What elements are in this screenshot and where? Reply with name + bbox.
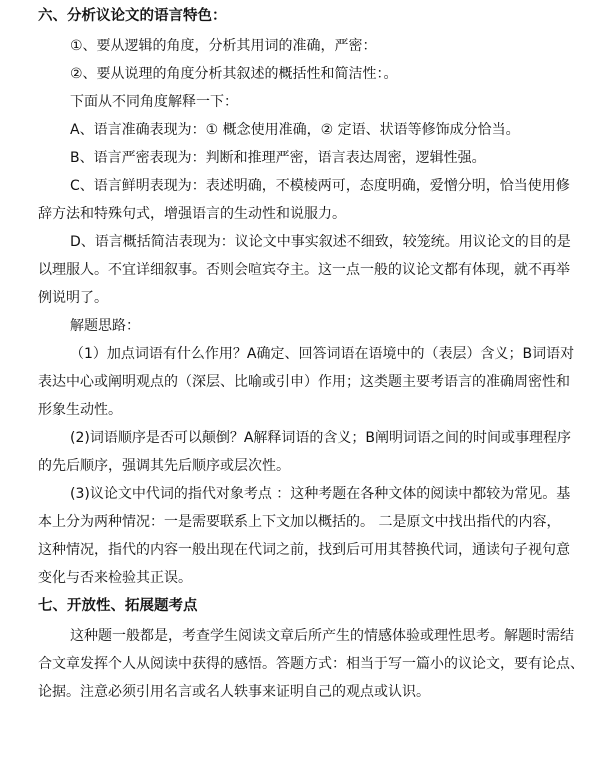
paragraph: C、语言鲜明表现为：表述明确，不模棱两可，态度明确，爱憎分明，恰当使用修 [70,178,570,194]
paragraph: A、语言准确表现为：① 概念使用准确，② 定语、状语等修饰成分恰当。 [70,122,520,138]
section-7-heading: 七、开放性、拓展题考点 [38,598,198,614]
paragraph: 以理服人。不宜详细叙事。否则会喧宾夺主。这一点一般的议论文都有体现，就不再举 [38,262,570,278]
paragraph: 合文章发挥个人从阅读中获得的感悟。答题方式：相当于写一篇小的议论文，要有论点、 [38,656,584,672]
paragraph: 辞方法和特殊句式，增强语言的生动性和说服力。 [38,206,346,222]
paragraph: D、语言概括简洁表现为：议论文中事实叙述不细致，较笼统。用议论文的目的是 [70,234,571,250]
paragraph: 论据。注意必须引用名言或名人轶事来证明自己的观点或认识。 [38,684,430,700]
paragraph: 的先后顺序，强调其先后顺序或层次性。 [38,458,290,474]
paragraph: 形象生动性。 [38,402,122,418]
paragraph: （1）加点词语有什么作用？A确定、回答词语在语境中的（表层）含义；B词语对 [70,346,575,362]
paragraph: 下面从不同角度解释一下： [70,94,238,110]
paragraph: B、语言严密表现为：判断和推理严密，语言表达周密，逻辑性强。 [70,150,486,166]
paragraph: 表达中心或阐明观点的（深层、比喻或引申）作用；这类题主要考语言的准确周密性和 [38,374,570,390]
paragraph: 这种情况，指代的内容一般出现在代词之前，找到后可用其替换代词，通读句子视句意 [38,542,570,558]
section-6-heading: 六、分析议论文的语言特色： [38,8,227,24]
paragraph: 本上分为两种情况：一是需要联系上下文加以概括的。 二是原文中找出指代的内容， [38,514,561,530]
paragraph: (2)词语顺序是否可以颠倒？A解释词语的含义；B阐明词语之间的时间或事理程序 [70,430,572,446]
paragraph: 这种题一般都是，考查学生阅读文章后所产生的情感体验或理性思考。解题时需结 [70,628,574,644]
paragraph: ①、要从逻辑的角度，分析其用词的准确，严密： [70,38,377,54]
paragraph: (3)议论文中代词的指代对象考点 ：这种考题在各种文体的阅读中都较为常见。基 [70,486,571,502]
paragraph: 解题思路： [70,318,140,334]
paragraph: ②、要从说理的角度分析其叙述的概括性和简洁性：。 [70,66,398,82]
paragraph: 变化与否来检验其正误。 [38,570,192,586]
paragraph: 例说明了。 [38,290,108,306]
